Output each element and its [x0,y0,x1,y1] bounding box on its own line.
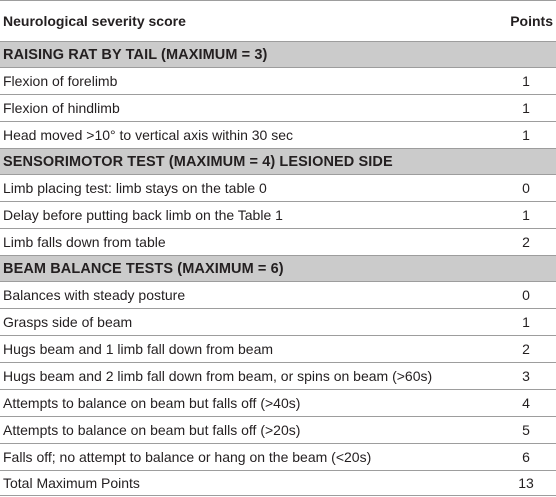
total-label: Total Maximum Points [0,471,484,496]
row-points: 0 [484,175,556,202]
row-points: 1 [484,309,556,336]
row-label: Attempts to balance on beam but falls off (>40s) [0,390,484,417]
table-row [0,202,556,229]
table-row [0,444,556,471]
row-label: Flexion of hindlimb [0,95,484,122]
table-row [0,175,556,202]
row-points: 5 [484,417,556,444]
row-label: Attempts to balance on beam but falls off (>20s) [0,417,484,444]
row-label: Limb placing test: limb stays on the table 0 [0,175,484,202]
section-row [0,256,556,282]
table-row [0,122,556,149]
section-title: RAISING RAT BY TAIL (MAXIMUM = 3) [0,42,556,68]
section-row [0,42,556,68]
row-label: Flexion of forelimb [0,68,484,95]
table-row [0,95,556,122]
row-label: Falls off; no attempt to balance or hang on the beam (<20s) [0,444,484,471]
header-row [0,1,556,42]
section-row [0,149,556,175]
row-points: 1 [484,68,556,95]
table-header [0,1,556,42]
section-title: BEAM BALANCE TESTS (MAXIMUM = 6) [0,256,556,282]
header-item: Neurological severity score [0,1,484,42]
row-points: 0 [484,282,556,309]
total-points: 13 [484,471,556,496]
row-points: 6 [484,444,556,471]
row-points: 1 [484,122,556,149]
row-label: Hugs beam and 1 limb fall down from beam [0,336,484,363]
total-row [0,471,556,496]
row-points: 4 [484,390,556,417]
table-row [0,68,556,95]
row-label: Limb falls down from table [0,229,484,256]
table-row [0,336,556,363]
row-label: Delay before putting back limb on the Table 1 [0,202,484,229]
table-row [0,229,556,256]
row-points: 1 [484,95,556,122]
row-label: Hugs beam and 2 limb fall down from beam, or spins on beam (>60s) [0,363,484,390]
row-points: 1 [484,202,556,229]
row-label: Grasps side of beam [0,309,484,336]
table-row [0,363,556,390]
table-row [0,282,556,309]
row-points: 2 [484,336,556,363]
section-title: SENSORIMOTOR TEST (MAXIMUM = 4) LESIONED SIDE [0,149,556,175]
table-row [0,390,556,417]
table-row [0,417,556,444]
row-points: 3 [484,363,556,390]
row-label: Head moved >10° to vertical axis within 30 sec [0,122,484,149]
row-points: 2 [484,229,556,256]
table-row [0,309,556,336]
header-points: Points [484,1,556,42]
row-label: Balances with steady posture [0,282,484,309]
